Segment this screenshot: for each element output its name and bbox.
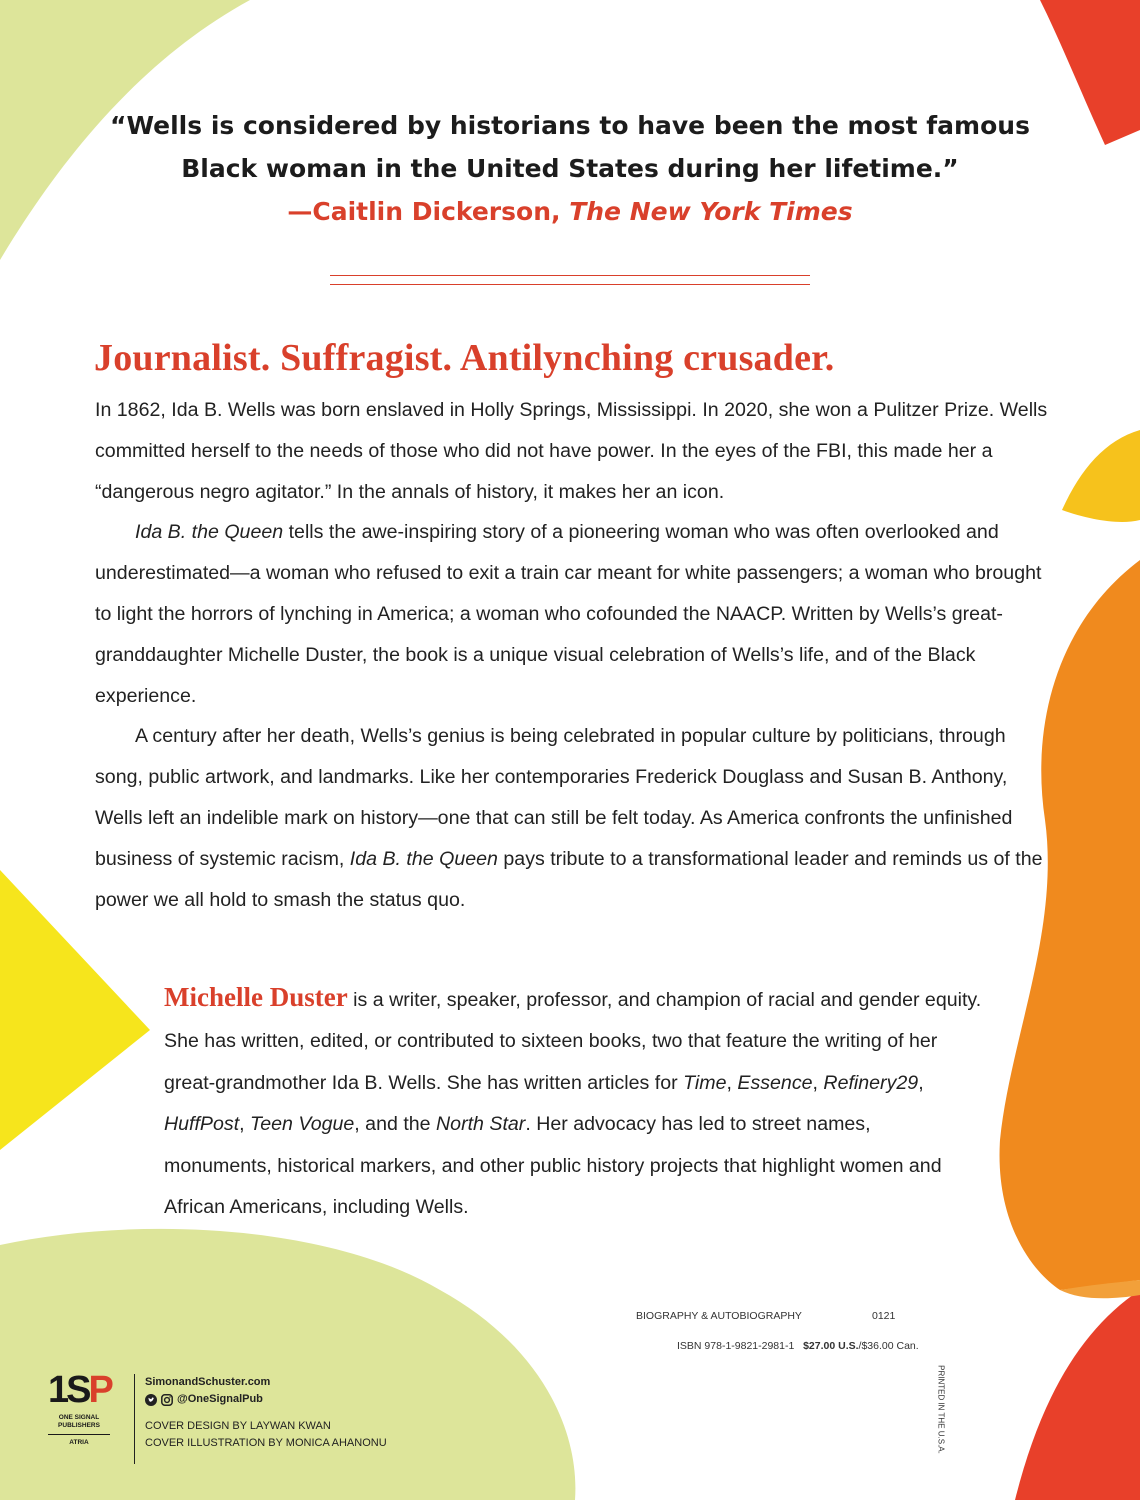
publication-refinery29: Refinery29 — [823, 1071, 919, 1094]
quote-line-1: “Wells is considered by historians to have been the most famous — [110, 111, 1030, 140]
bio-separator: , — [239, 1113, 251, 1136]
double-rule-divider — [330, 275, 810, 285]
cover-illustration-credit: COVER ILLUSTRATION BY MONICA AHANONU — [145, 1437, 387, 1449]
logo-mark-p: P — [88, 1369, 111, 1411]
body-paragraph-3-start: A century after her death, Wells’s genius is being celebrated in popular culture by politicians, through song, public artwork, and landmarks. Like her contemporaries Frederick Douglass and Susan B. Anthony, Wells left an indelible mark on history—one that can still be felt today. As America confronts the unfinished business of systemic racism, — [95, 725, 1013, 870]
cover-design-credit: COVER DESIGN BY LAYWAN KWAN — [145, 1420, 331, 1432]
publication-time: Time — [683, 1071, 727, 1094]
publisher-website[interactable]: SimonandSchuster.com — [145, 1376, 271, 1388]
category-code: 0121 — [872, 1310, 896, 1322]
printed-in-usa — [930, 1360, 946, 1470]
price-us: $27.00 U.S. — [803, 1340, 859, 1352]
author-bio — [164, 977, 982, 1228]
twitter-icon[interactable] — [145, 1394, 157, 1406]
quote-attribution — [60, 190, 1080, 233]
description-body — [95, 390, 1050, 920]
book-title: Ida B. the Queen — [135, 521, 284, 544]
bio-separator: , — [812, 1071, 824, 1094]
body-paragraph-1: In 1862, Ida B. Wells was born enslaved in Holly Springs, Mississippi. In 2020, she won a Pulitzer Prize. Wells committed herself to the needs of those who did not have power. In the eyes of the FBI, this made her a “dangerous negro agitator.” In the annals of history, it makes her an icon. — [95, 399, 1048, 503]
bio-text-1: is a writer, speaker, professor, and champion of racial and gender equity. She has written, edited, or contributed to sixteen books, two that feature the writing of her great-grandmother Ida B. Wells. She has written articles for — [164, 989, 982, 1094]
body-paragraph-2 — [95, 512, 1050, 716]
book-category: BIOGRAPHY & AUTOBIOGRAPHY — [636, 1310, 802, 1322]
publisher-name: ONE SIGNAL PUBLISHERS — [58, 1414, 100, 1429]
red-shape-bottom-right — [1015, 1290, 1140, 1500]
publisher-logo — [48, 1369, 118, 1482]
publisher-logo-mark — [48, 1369, 118, 1411]
body-paragraph-3 — [95, 716, 1050, 920]
cover-credits — [134, 1374, 387, 1464]
price-canada: /$36.00 Can. — [858, 1340, 919, 1352]
isbn-block — [636, 1310, 936, 1356]
publication-north-star: North Star — [436, 1113, 526, 1136]
quote-author: —Caitlin Dickerson, — [287, 197, 570, 226]
publication-huffpost: HuffPost — [164, 1113, 240, 1136]
imprint-name: ATRIA — [48, 1434, 110, 1446]
bio-separator: , — [918, 1071, 924, 1094]
quote-source: The New York Times — [569, 197, 853, 226]
body-paragraph-2-text: tells the awe-inspiring story of a pioneering woman who was often overlooked and underestimated—a woman who refused to exit a train car meant for white passengers; a woman who brought to light the horrors of lynching in America; a woman who cofounded the NAACP. Written by Wells’s great-granddaughter Michelle Duster, the book is a unique visual celebration of Wells’s life, and of the Black experience. — [95, 521, 1042, 707]
book-title: Ida B. the Queen — [349, 847, 498, 870]
logo-mark-1s: 1S — [48, 1369, 89, 1411]
instagram-icon[interactable] — [161, 1394, 173, 1406]
social-handle[interactable]: @OneSignalPub — [177, 1393, 263, 1405]
isbn-price-line — [677, 1340, 919, 1352]
credits-spacer — [145, 1408, 364, 1418]
bio-text-2: . Her advocacy has led to street names, monuments, historical markers, and other public history projects that highlight women and African Americans, including Wells. — [164, 1113, 942, 1219]
praise-quote — [60, 104, 1080, 233]
publication-essence: Essence — [737, 1071, 813, 1094]
quote-line-2: Black woman in the United States during her lifetime.” — [181, 154, 959, 183]
bio-separator: , — [726, 1071, 738, 1094]
social-handle-row — [145, 1391, 364, 1408]
author-name: Michelle Duster — [164, 982, 348, 1012]
isbn-number: ISBN 978-1-9821-2981-1 — [677, 1340, 795, 1352]
headline: Journalist. Suffragist. Antilynching crusader. — [94, 337, 835, 379]
publication-teen-vogue: Teen Vogue — [250, 1113, 355, 1136]
printed-in-usa-text: PRINTED IN THE U.S.A. — [936, 1365, 946, 1454]
bio-separator: , and the — [354, 1113, 437, 1136]
yellow-shape-right — [1062, 430, 1140, 522]
body-paragraph-3-end: pays tribute to a transformational leader and reminds us of the power we all hold to smash the status quo. — [95, 847, 1043, 911]
